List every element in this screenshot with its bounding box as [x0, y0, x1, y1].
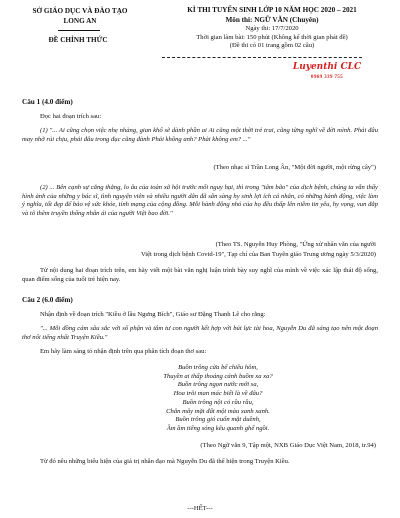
question-2-intro: Nhận định về đoạn trích "Kiều ở lầu Ngưng Bích", Giáo sư Đặng Thanh Lê cho rằng: — [40, 311, 266, 318]
question-1-task: Từ nội dung hai đoạn trích trên, em hãy viết một bài văn nghị luận trình bày suy nghĩ của mình về việc xác lập thái độ sống, quan điểm sống của tuổi trẻ hiện nay. — [22, 267, 378, 283]
exam-duration: Thời gian làm bài: 150 phút (Không kể thời gian phát đề) — [196, 33, 348, 41]
header-divider — [58, 30, 100, 31]
question-2-title: Câu 2 (6.0 điểm) — [22, 296, 73, 304]
poem-line: Chân mây mặt đất một màu xanh xanh. — [166, 407, 270, 415]
department-block — [24, 7, 136, 26]
exam-subject: Môn thi: NGỮ VĂN (Chuyên) — [225, 15, 319, 24]
poem-excerpt — [118, 364, 318, 434]
exam-page-count: (Đề thi có 01 trang gồm 02 câu) — [229, 42, 315, 50]
end-marker: ---HẾT--- — [187, 505, 213, 512]
department-name: SỞ GIÁO DỤC VÀ ĐÀO TẠO — [32, 7, 128, 15]
question-2-quote: "... Mỗi đồng cảm sâu sắc với số phận và tâm tư con người kết hợp với bút lực tài hoa, Nguyễn Du đã sáng tạo nên một đoạn thơ nổi tiếng nhất Truyện Kiều." — [22, 325, 378, 341]
official-label: ĐỀ CHÍNH THỨC — [48, 36, 108, 44]
department-province: LONG AN — [63, 16, 97, 25]
question-2-final: Từ đó nêu những biểu hiện của giá trị nhân đạo mà Nguyễn Du đã thể hiện trong Truyện Kiều. — [40, 458, 290, 465]
poem-line: Hoa trôi man mác biết là về đâu? — [173, 390, 263, 398]
poem-line: Buồn trông cửa bể chiều hôm, — [178, 364, 258, 371]
poem-line: Buồn trông nội cỏ rầu rầu, — [182, 398, 254, 406]
question-2-task: Em hãy làm sáng tỏ nhận định trên qua phân tích đoạn thơ sau: — [40, 348, 207, 355]
poem-line: Thuyền ai thấp thoáng cánh buồm xa xa? — [163, 372, 273, 380]
header-dashed-rule — [162, 57, 362, 58]
poem-line: Buồn trông ngọn nước mới sa, — [177, 381, 259, 389]
poem-line: Buồn trông gió cuốn mặt duềnh, — [175, 416, 261, 424]
exam-date: Ngày thi: 17/7/2020 — [245, 25, 299, 32]
question-1-source-2-line-2: Việt trong dịch bệnh Covid-19", Tạp chí của Ban Tuyên giáo Trung ương ngày 5/3/2020) — [140, 251, 376, 258]
poem-source: (Theo Ngữ văn 9, Tập một, NXB Giáo Dục Việt Nam, 2018, tr.94) — [200, 442, 376, 449]
question-1-source-2-line-1: (Theo TS. Nguyễn Huy Phòng, "Ứng xử nhân văn của người — [215, 241, 376, 248]
brand-logo — [278, 62, 376, 81]
exam-header — [152, 6, 392, 51]
question-1-title: Câu 1 (4.0 điểm) — [22, 98, 73, 106]
question-1-passage-1: (1) "... Ai cũng chọn việc nhẹ nhàng, gian khổ sẽ dành phần ai Ai cũng một thời trẻ trai, cũng từng nghĩ về đời mình. Phải đâu may nhờ rủi chịu, phải đâu trong đục cũng đành Phải không anh? Phải không em? ..." — [22, 127, 378, 143]
question-1-passage-2: (2) ... Bên cạnh sự căng thẳng, lo âu của toàn xã hội trước mối nguy hại, thì trong "tâm bão" của dịch bệnh, chúng ta vẫn thấy hình ảnh của những y bác sĩ, tình nguyện viên và nhiều người dân đã sẵn sàng hy sinh lợi ích cá nhân, có những hành động, việc làm ý nghĩa, tốt đẹp để bảo vệ sức khỏe, tính mạng của cộng đồng. Mỗi hành động nhỏ của họ đều thấp lên niềm tin yêu, hy vọng, vun đắp và tô thêm truyền thống nhân ái của người Việt bao đời." — [22, 184, 378, 218]
question-1-source-1: (Theo nhạc sĩ Trần Long Ân, "Một đời người, một rừng cây") — [213, 164, 376, 171]
brand-name: Luyenthi CLC — [292, 62, 362, 72]
poem-line: Ầm ầm tiếng sóng kêu quanh ghế ngồi. — [166, 424, 270, 432]
brand-phone: 0969 339 755 — [310, 73, 344, 80]
exam-title: KÌ THI TUYỂN SINH LỚP 10 NĂM HỌC 2020 – 2021 — [187, 6, 357, 14]
question-1-intro: Đọc hai đoạn trích sau: — [40, 113, 102, 120]
